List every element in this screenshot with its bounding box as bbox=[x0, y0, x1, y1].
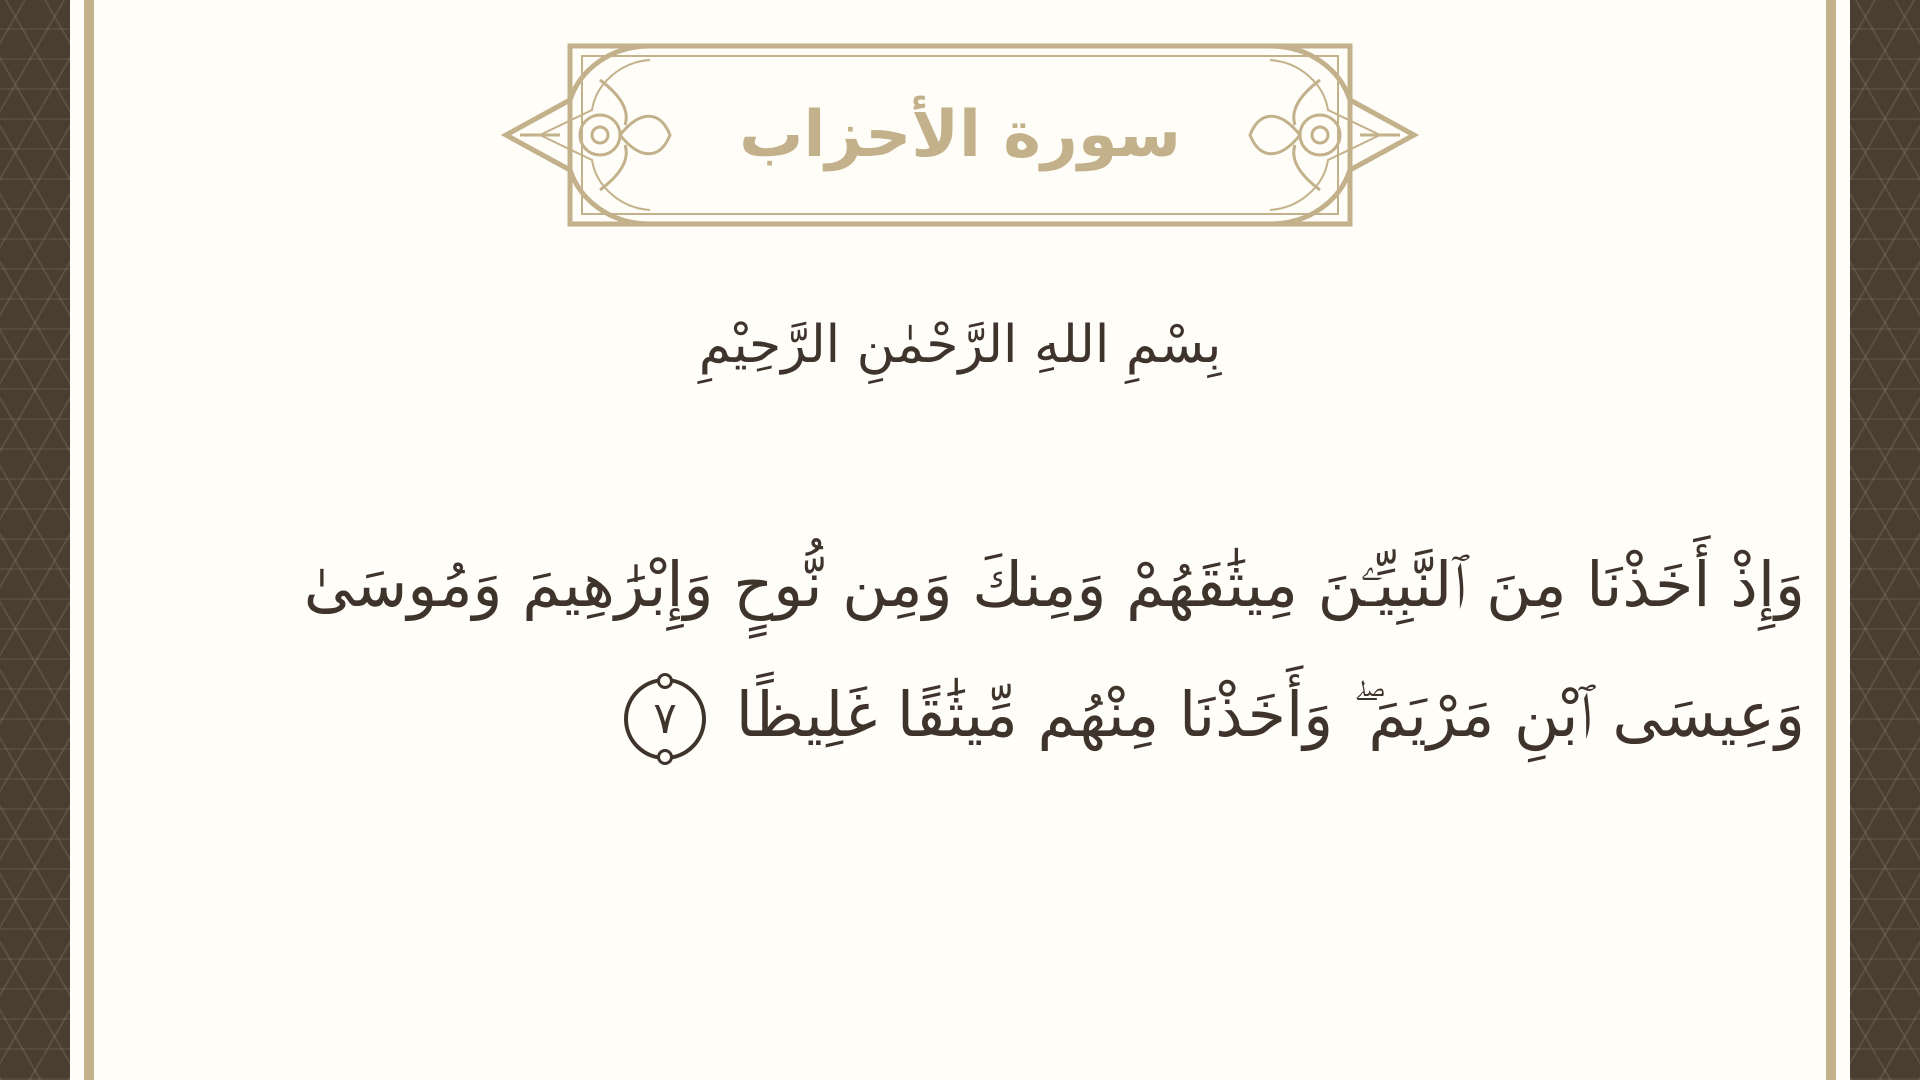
ayah-number-marker: ٧ bbox=[624, 678, 706, 760]
left-gold-bar bbox=[84, 0, 94, 1080]
left-pattern-border bbox=[0, 0, 70, 1080]
basmala-calligraphy: بِسْمِ اللهِ الرَّحْمٰنِ الرَّحِيْمِ bbox=[698, 315, 1222, 375]
right-frame-gap bbox=[1836, 0, 1850, 1080]
surah-title-banner bbox=[500, 40, 1420, 230]
verse-line-2: وَعِيسَى ٱبْنِ مَرْيَمَ ۖ وَأَخَذْنَا مِنْهُم مِّيثَٰقًا غَلِيظًا bbox=[735, 678, 1805, 751]
verse-line-2-container bbox=[260, 650, 1805, 780]
verse-text bbox=[260, 520, 1805, 780]
right-pattern-border bbox=[1850, 0, 1920, 1080]
verse-line-1: وَإِذْ أَخَذْنَا مِنَ ٱلنَّبِيِّـۧنَ مِيثَٰقَهُمْ وَمِنكَ وَمِن نُّوحٍ وَإِبْرَٰهِيمَ وَمُوسَىٰ bbox=[303, 548, 1805, 621]
surah-title: سورة الأحزاب bbox=[739, 98, 1181, 172]
right-gold-bar bbox=[1826, 0, 1836, 1080]
left-frame-gap bbox=[70, 0, 84, 1080]
